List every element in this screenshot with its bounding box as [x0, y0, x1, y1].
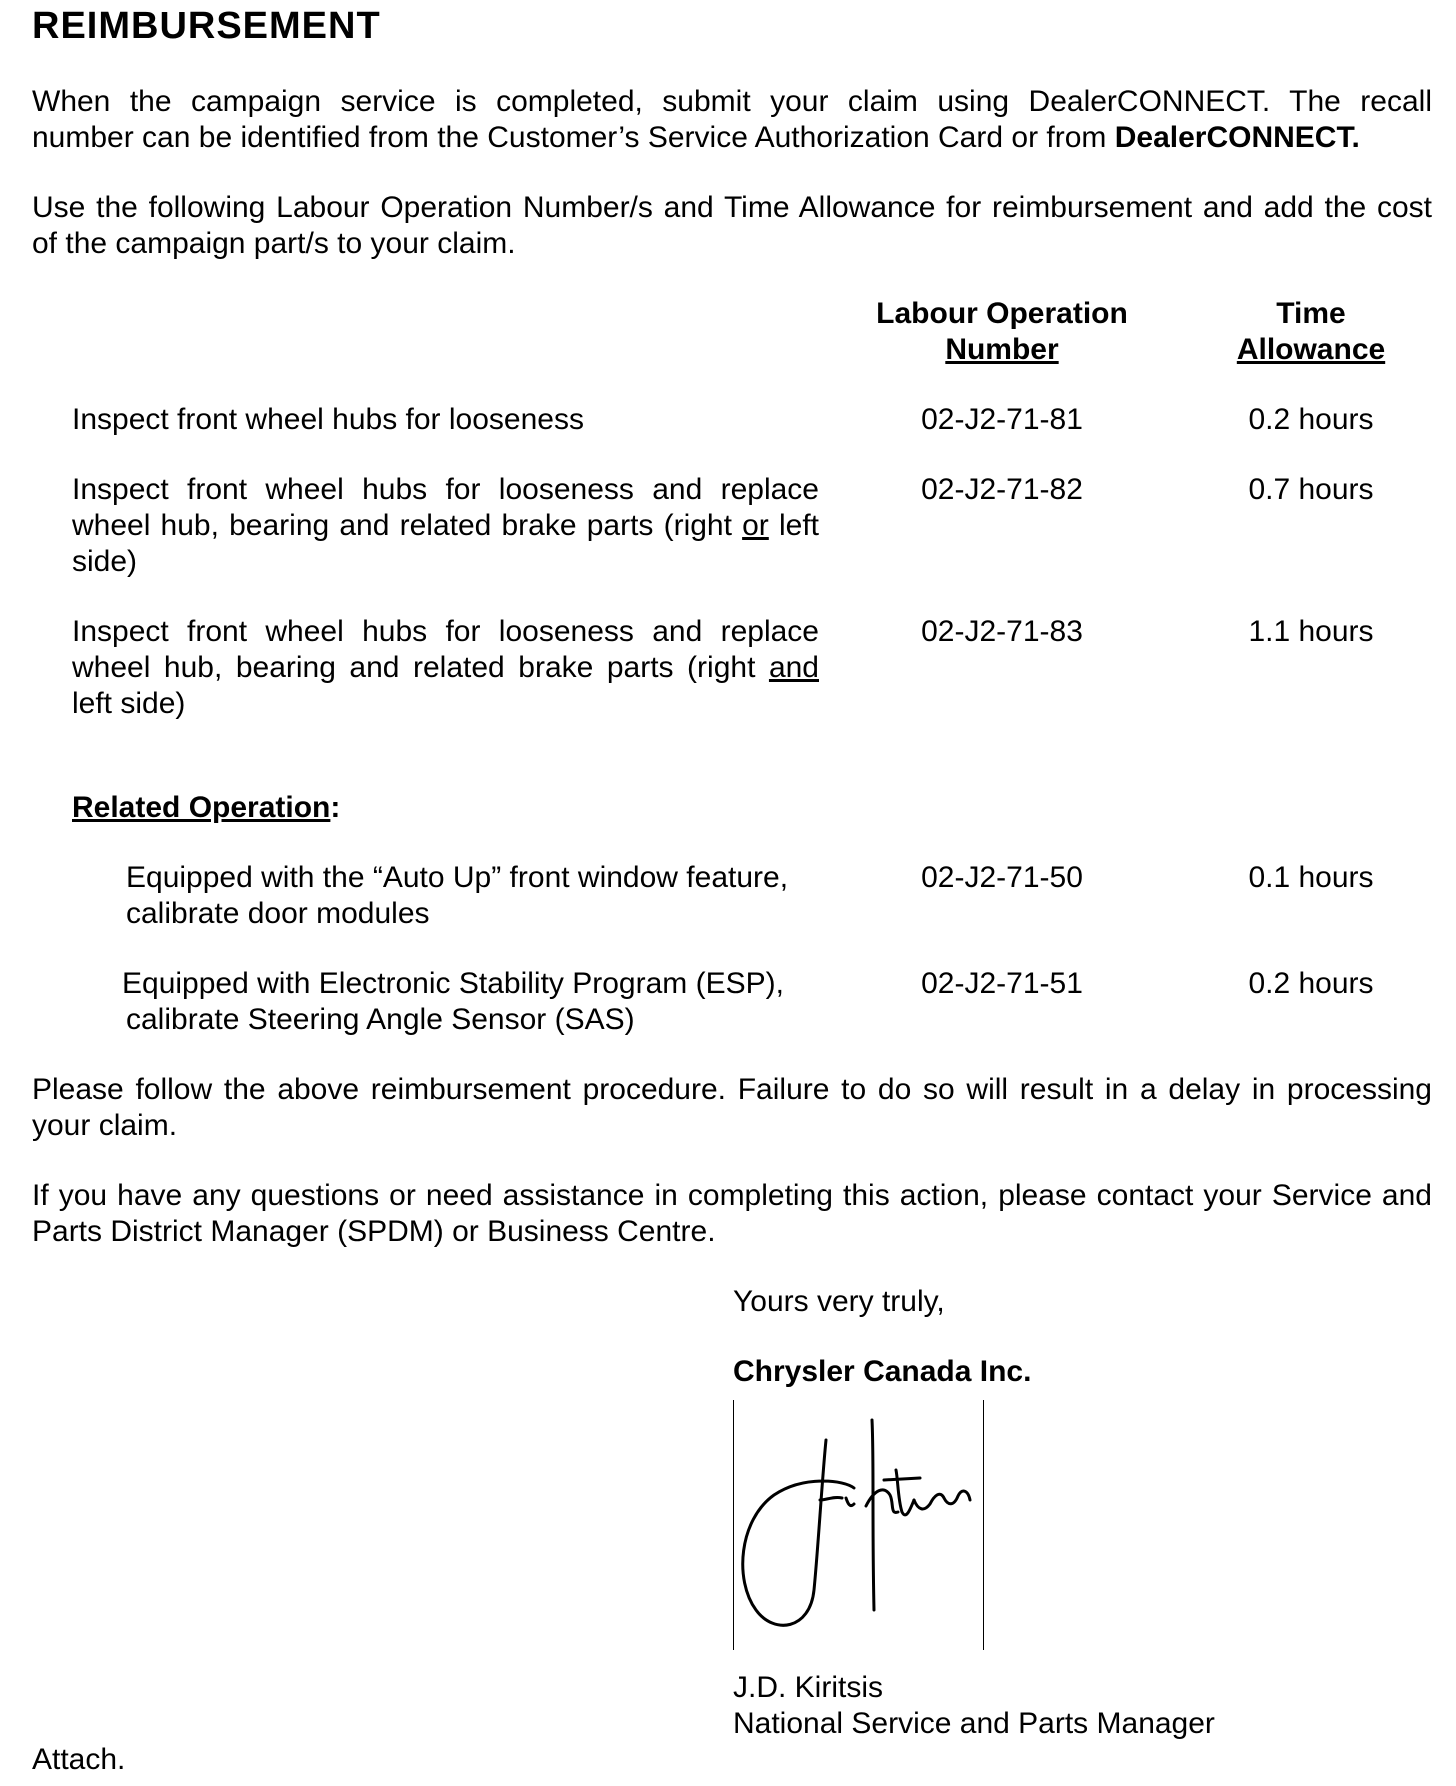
related-operation-colon: : [330, 791, 341, 824]
row1-time: 0.2 hours [1248, 403, 1374, 436]
signer-title: National Service and Parts Manager [733, 1707, 1215, 1740]
row2-desc-line2-end: left [768, 509, 819, 542]
row2-desc-line3: side) [72, 545, 138, 578]
signature-box [733, 1400, 984, 1650]
related1-desc-line2: calibrate door modules [126, 897, 430, 930]
related2-number: 02-J2-71-51 [921, 967, 1083, 1000]
row3-desc-line2-text: wheel hub, bearing and related brake parts (right [72, 651, 769, 684]
para4-line1: If you have any questions or need assistance in completing this action, please contact your Service and [32, 1179, 1432, 1212]
para1-line2 [32, 120, 1432, 156]
row3-time: 1.1 hours [1248, 615, 1374, 648]
attach-label: Attach. [32, 1743, 126, 1776]
row2-number: 02-J2-71-82 [921, 473, 1083, 506]
row3-desc-and: and [768, 651, 819, 684]
header-labour-op-number: Number [945, 333, 1059, 366]
company-name: Chrysler Canada Inc. [733, 1355, 1032, 1388]
related1-desc-line1: Equipped with the “Auto Up” front window feature, [126, 861, 789, 894]
page-title: REIMBURSEMENT [32, 5, 381, 47]
para2-line2: of the campaign part/s to your claim. [32, 227, 516, 260]
para3-line1: Please follow the above reimbursement procedure. Failure to do so will result in a delay in processing [32, 1073, 1432, 1106]
row1-desc: Inspect front wheel hubs for looseness [72, 403, 584, 436]
signer-name: J.D. Kiritsis [733, 1671, 883, 1704]
row3-desc-line3: left side) [72, 687, 186, 720]
row2-time: 0.7 hours [1248, 473, 1374, 506]
header-time-allowance: Allowance [1236, 333, 1386, 366]
row2-desc-line2-text: wheel hub, bearing and related brake parts (right [72, 509, 743, 542]
para1-line2-bold: DealerCONNECT. [1114, 121, 1360, 154]
header-time-line1: Time [1276, 297, 1346, 330]
closing: Yours very truly, [733, 1285, 945, 1318]
row2-desc-or: or [742, 509, 769, 542]
header-labour-op-line2 [862, 332, 1142, 368]
para4-line2: Parts District Manager (SPDM) or Business Centre. [32, 1215, 716, 1248]
header-labour-op-line1: Labour Operation [876, 297, 1128, 330]
related1-number: 02-J2-71-50 [921, 861, 1083, 894]
row3-number: 02-J2-71-83 [921, 615, 1083, 648]
row1-number: 02-J2-71-81 [921, 403, 1083, 436]
header-time-line2 [1211, 332, 1411, 368]
para2-line1: Use the following Labour Operation Number/s and Time Allowance for reimbursement and add the cost [32, 191, 1432, 224]
related2-desc-line2: calibrate Steering Angle Sensor (SAS) [126, 1003, 635, 1036]
para1-line1: When the campaign service is completed, submit your claim using DealerCONNECT. The recall [32, 85, 1432, 118]
row3-desc-line2 [72, 650, 819, 686]
related2-time: 0.2 hours [1248, 967, 1374, 1000]
signature-image [734, 1400, 983, 1650]
row2-desc-line1: Inspect front wheel hubs for looseness and replace [72, 473, 819, 506]
para3-line2: your claim. [32, 1109, 178, 1142]
related-operation-heading [72, 790, 340, 826]
row2-desc-line2 [72, 508, 819, 544]
related2-desc-line1: Equipped with Electronic Stability Program (ESP), [122, 967, 784, 1000]
row3-desc-line1: Inspect front wheel hubs for looseness and replace [72, 615, 819, 648]
related1-time: 0.1 hours [1248, 861, 1374, 894]
para1-line2-text: number can be identified from the Customer’s Service Authorization Card or from [32, 121, 1115, 154]
related-operation-label: Related Operation [72, 791, 331, 824]
